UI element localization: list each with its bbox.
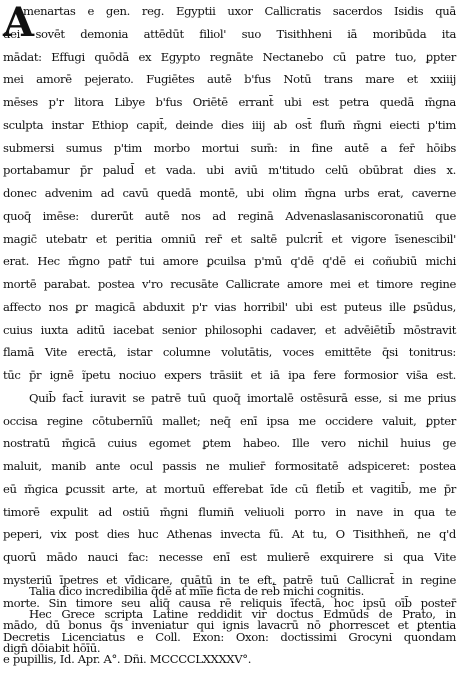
text-line: morte. Sin timore seu aliq̄ causa rē reliquis īfectā, hoc ipsū oīb̄ poster̄ (3, 595, 456, 610)
text-line: maluit, manib ante ocul passis ne mulier̄ formositatē adspiceret: postea (3, 459, 456, 473)
text-line: dei sovēt demonia attēdūt filiol' suo Tisithheni iā moribūda ita (3, 26, 456, 41)
first-line-text: menartas e gen. reg. Egyptii uxor Callicratis sacerdos Isidis quā (23, 4, 456, 18)
text-line: affecto nos ꝑr magicā abduxit p'r vias horribil' ubi est puteus ille ꝑsūdus, (3, 299, 456, 314)
text-line: flamā Vite erectā, istar columne volutātis, voces emittēte q̄si tonitrus: (3, 345, 456, 360)
text-line: mādat: Effugi quōdā ex Egypto regnāte Nectanebo cū patre tuo, ꝑpter (3, 49, 456, 64)
text-line: mei amorē pejerato. Fugiētes autē b'fus Notū trans mare et xxiiij (3, 72, 456, 87)
colophon-line: Decretis Licenciatus e Coll. Exon: Oxon: doctissimi Grocyni quondam (3, 629, 456, 644)
text-line: occisa regine cōtubernīū mallet; neq̄ enī ipsa me occidere valuit, ꝑpter (3, 413, 456, 428)
text-line: quorū mādo nauci fac: necesse enī est mulierē exquirere si qua Vite (3, 550, 456, 564)
text-line: cuius iuxta aditū iacebat senior philosophi cadaver, et advēiētib̄ mōstravit (3, 322, 456, 337)
text-line: portabamur p̄r palud̄ et vada. ubi aviū m'titudo celū obūbrat dies x. (3, 163, 456, 178)
closing-line: Talia dico incredibilia q̄dē at mīīe ficta de reb̄ michi cognitis. (29, 584, 364, 598)
text-line: tūc p̄r ignē ĩpetu nociuo expers trāsiit et iā ipa fere formosior vis̄a est. (3, 368, 456, 382)
text-line: mēses p'r litora Libye b'fus Oriētē errant̄ ubi est petra quedā m̄gna (3, 95, 456, 109)
text-line: mādo, dū bonus q̄s inveniatur qui ignis lavacrū nō ꝑhorrescet et ꝑtentia (3, 618, 456, 633)
paragraph-end-line: dign̄ dōiabit hōīū. (3, 641, 101, 655)
text-line: peperi, vix post dies huc Athenas invecta fū. At tu, O Tisithheñ, ne q'd (3, 527, 456, 542)
text-line: magic̄ utebatr et peritia omniū rer̄ et saltē pulcrit̄ et vigore īsenescibil' (3, 231, 456, 246)
text-line: nostratū m̄gicā cuius egomet ꝑtem habeo. Ille vero nichil huius ge (3, 436, 456, 451)
text-line: timorē expulit ad ostiū m̄gni flumin̄ veliuoli porro in nave in qua te (3, 504, 456, 519)
text-line: mysteriū īpetres et vīdicare, quātū in te eft, patrē tuū Callicrat̄ in regine (3, 572, 456, 587)
text-line: donec advenim ad cavū quedā montē, ubi olim m̄gna urbs erat, caverne (3, 186, 456, 200)
text-line: quoq̄ imēse: durerūt autē nos ad reginā Advenaslasaniscoronatiū que (3, 208, 456, 223)
text-line: mortē parabat. postea v'ro recusāte Callicrate amore mei et timore regine (3, 277, 456, 291)
drop-cap-initial: A (3, 0, 34, 46)
closing-notes (3, 580, 456, 671)
colophon-line: Hec Grece scripta Latine reddidit vir doctus Edmūds de Prato, in (29, 606, 456, 621)
text-line: sculpta instar Ethiop capit̄, deinde dies iiij ab ost̄ flum̄ m̄gni eiecti p'tim (3, 117, 456, 132)
colophon-date-line: e pupillis, Id. Apr. A°. Dñi. MCCCCLXXXXV°. (3, 652, 252, 667)
text-line: erat. Hec m̄gno patr̄ tui amore ꝑcuilsa p'mū q'dē q'dē ei coñubiū michi (3, 254, 456, 269)
text-line: submersi sumus p'tim morbo mortui sum̄: in fine autē a fer̄ hōibs (3, 140, 456, 155)
paragraph-start-line: Quib̄ fact̄ iuravit se patrē tuū quoq̄ imortalē ostēsurā esse, si me prius (29, 390, 456, 405)
text-line: eū m̄gica ꝑcussit arte, at mortuū efferebat īde cū fletib̄ et vagitib̄, me p̄r (3, 481, 456, 496)
letter-body (3, 0, 456, 660)
